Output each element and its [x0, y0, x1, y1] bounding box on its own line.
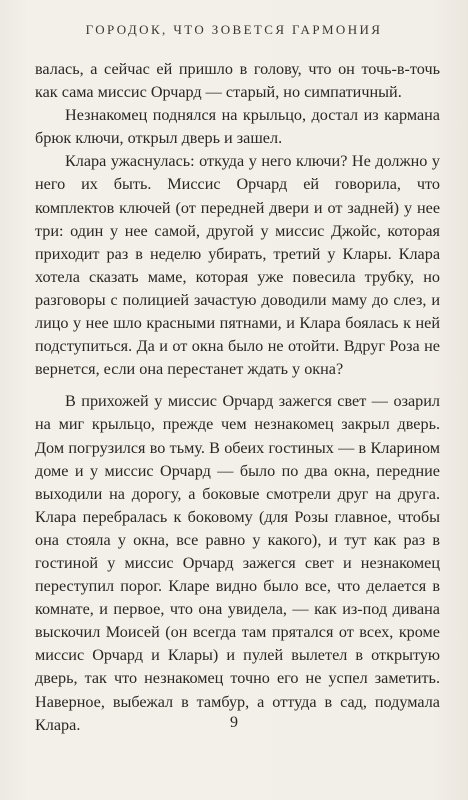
- running-title: ГОРОДОК, ЧТО ЗОВЕТСЯ ГАРМОНИЯ: [85, 22, 383, 37]
- paragraph: Клара ужаснулась: откуда у него ключи? Не должно у него их быть. Миссис Орчард ей говорила, что комплектов ключей (от передней двери и от задней) у нее три: один у нее самой, другой у миссис Джойс, которая приходит раз в неделю убирать, третий у Клары. Клара хотела сказать маме, которая уже повесила трубку, но разговоры с полицией зачастую доводили маму до слез, и лицо у нее шло красными пятнами, и Клара боялась к ней подступиться. Да и от окна было не отойти. Вдруг Роза не вернется, если она перестанет ждать у окна?: [35, 152, 440, 379]
- body-text: [35, 58, 440, 737]
- paragraph-continued: валась, а сейчас ей пришло в голову, что он точь-в-точь как сама миссис Орчард — старый, но симпатичный.: [35, 60, 440, 102]
- paragraph: Незнакомец поднялся на крыльцо, достал из кармана брюк ключи, открыл дверь и зашел.: [35, 106, 440, 148]
- page-number: 9: [230, 714, 238, 731]
- paragraph: В прихожей у миссис Орчард зажегся свет — озарил на миг крыльцо, прежде чем незнакомец закрыл дверь. Дом погрузился во тьму. В обеих гостиных — в Кларином доме и у миссис Орчард — было по два окна, передние выходили на дорогу, а боковые смотрели друг на друга. Клара перебралась к боковому (для Розы главное, чтобы она стояла у окна, все равно у какого), и тут как раз в гостиной у миссис Орчард зажегся свет и незнакомец переступил порог. Кларе видно было все, что делается в комнате, и первое, что она увидела, — как из-под дивана выскочил Моисей (он всегда там прятался от всех, кроме миссис Орчард и Клары) и пулей вылетел в открытую дверь, так что незнакомец точно его не успел заметить. Наверное, выбежал в тамбур, а оттуда в сад, подумала Клара.: [35, 392, 440, 734]
